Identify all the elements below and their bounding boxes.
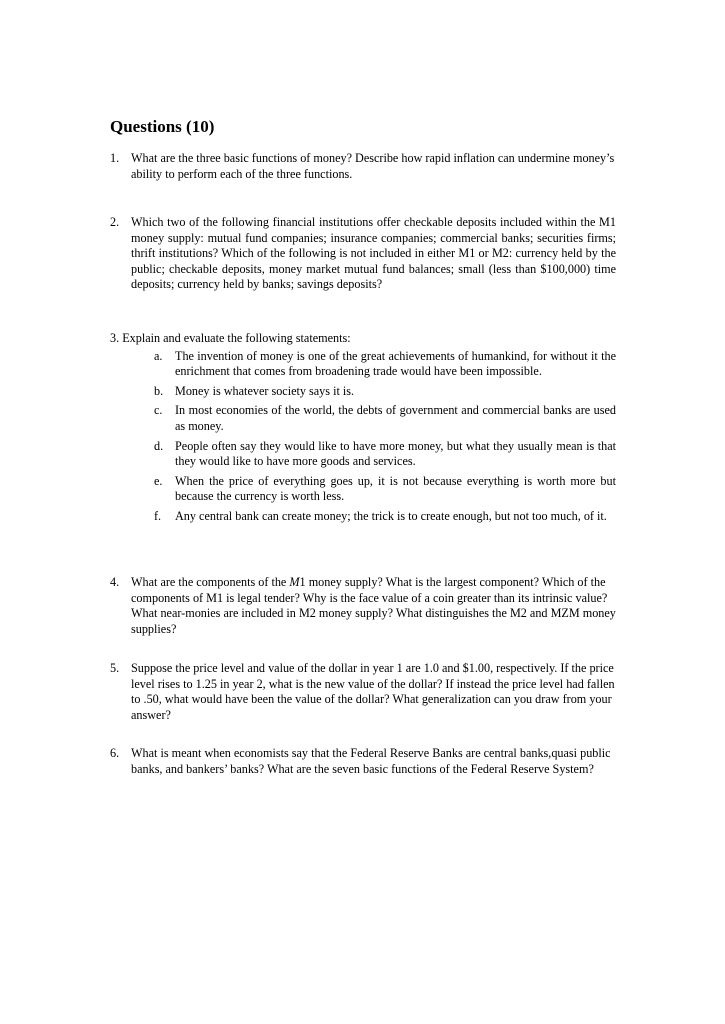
statement-text: When the price of everything goes up, it is not because everything is worth more but because the currency is worth less. [175,473,616,504]
question-4 [110,575,616,637]
statement-item [110,474,616,505]
statement-item [110,403,616,434]
question-number: 2. [110,215,120,229]
question-number: 6. [110,746,120,760]
statement-item [110,349,616,380]
statement-text: The invention of money is one of the great achievements of humankind, for without it the enrichment that comes from broadening trade would have been impossible. [175,348,616,379]
question-intro-text: Explain and evaluate the following statements: [122,331,351,345]
question-text: What is meant when economists say that the Federal Reserve Banks are central banks,quasi public banks, and bankers’ banks? What are the seven basic functions of the Federal Reserve System? [131,746,611,776]
statement-item [110,509,616,525]
statement-letter: b. [154,383,164,398]
question-intro [110,331,616,347]
statement-letter: a. [154,348,163,363]
question-text [110,575,616,637]
statement-letter: e. [154,473,163,488]
question-text: Suppose the price level and value of the dollar in year 1 are 1.0 and $1.00, respectively. If the price level rises to 1.25 in year 2, what is the new value of the dollar? If instead the price level had fallen to .50, what would have been the value of the dollar? What generalization can you draw from your answer? [131,661,615,722]
question-number: 1. [110,151,120,165]
question-text-part: What are the components of the [131,575,290,589]
statement-item [110,384,616,400]
question-number: 3. [110,331,120,345]
statement-item [110,439,616,470]
statement-letter: d. [154,438,164,453]
statement-letter: c. [154,403,163,418]
question-3 [110,331,616,529]
page-title: Questions (10) [110,117,215,136]
statement-text: In most economies of the world, the debts of government and commercial banks are used as money. [175,403,616,433]
question-number: 4. [110,575,120,589]
question-text: What are the three basic functions of money? Describe how rapid inflation can undermine money’s ability to perform each of the three functions. [131,151,615,181]
statement-text: Money is whatever society says it is. [175,383,355,398]
question-text: Which two of the following financial institutions offer checkable deposits included within the M1 money supply: mutual fund companies; insurance companies; commercial banks; securities firms; thrift institutions? Which of the following is not included in either M1 or M2: currency held by the public; checkable deposits, money market mutual fund balances; small (less than $100,000) time deposits; currency held by banks; savings deposits? [131,215,616,292]
question-number: 5. [110,661,120,675]
question-1 [110,151,616,182]
question-text-italic: M [289,575,300,589]
question-6 [110,746,616,777]
statement-list [110,349,616,525]
statement-text: Any central bank can create money; the trick is to create enough, but not too much, of it. [175,508,607,523]
statement-text: People often say they would like to have more money, but what they usually mean is that they would like to have more goods and services. [175,438,616,469]
question-2 [110,215,616,293]
statement-letter: f. [154,508,162,523]
question-text-part: 1 money supply? What is the largest component? Which of the components of M1 is legal tender? Why is the face value of a coin greater than its intrinsic value? What near-monies are included in M2 money supply? What distinguishes the M2 and MZM money supplies? [131,575,616,636]
question-5 [110,661,616,723]
